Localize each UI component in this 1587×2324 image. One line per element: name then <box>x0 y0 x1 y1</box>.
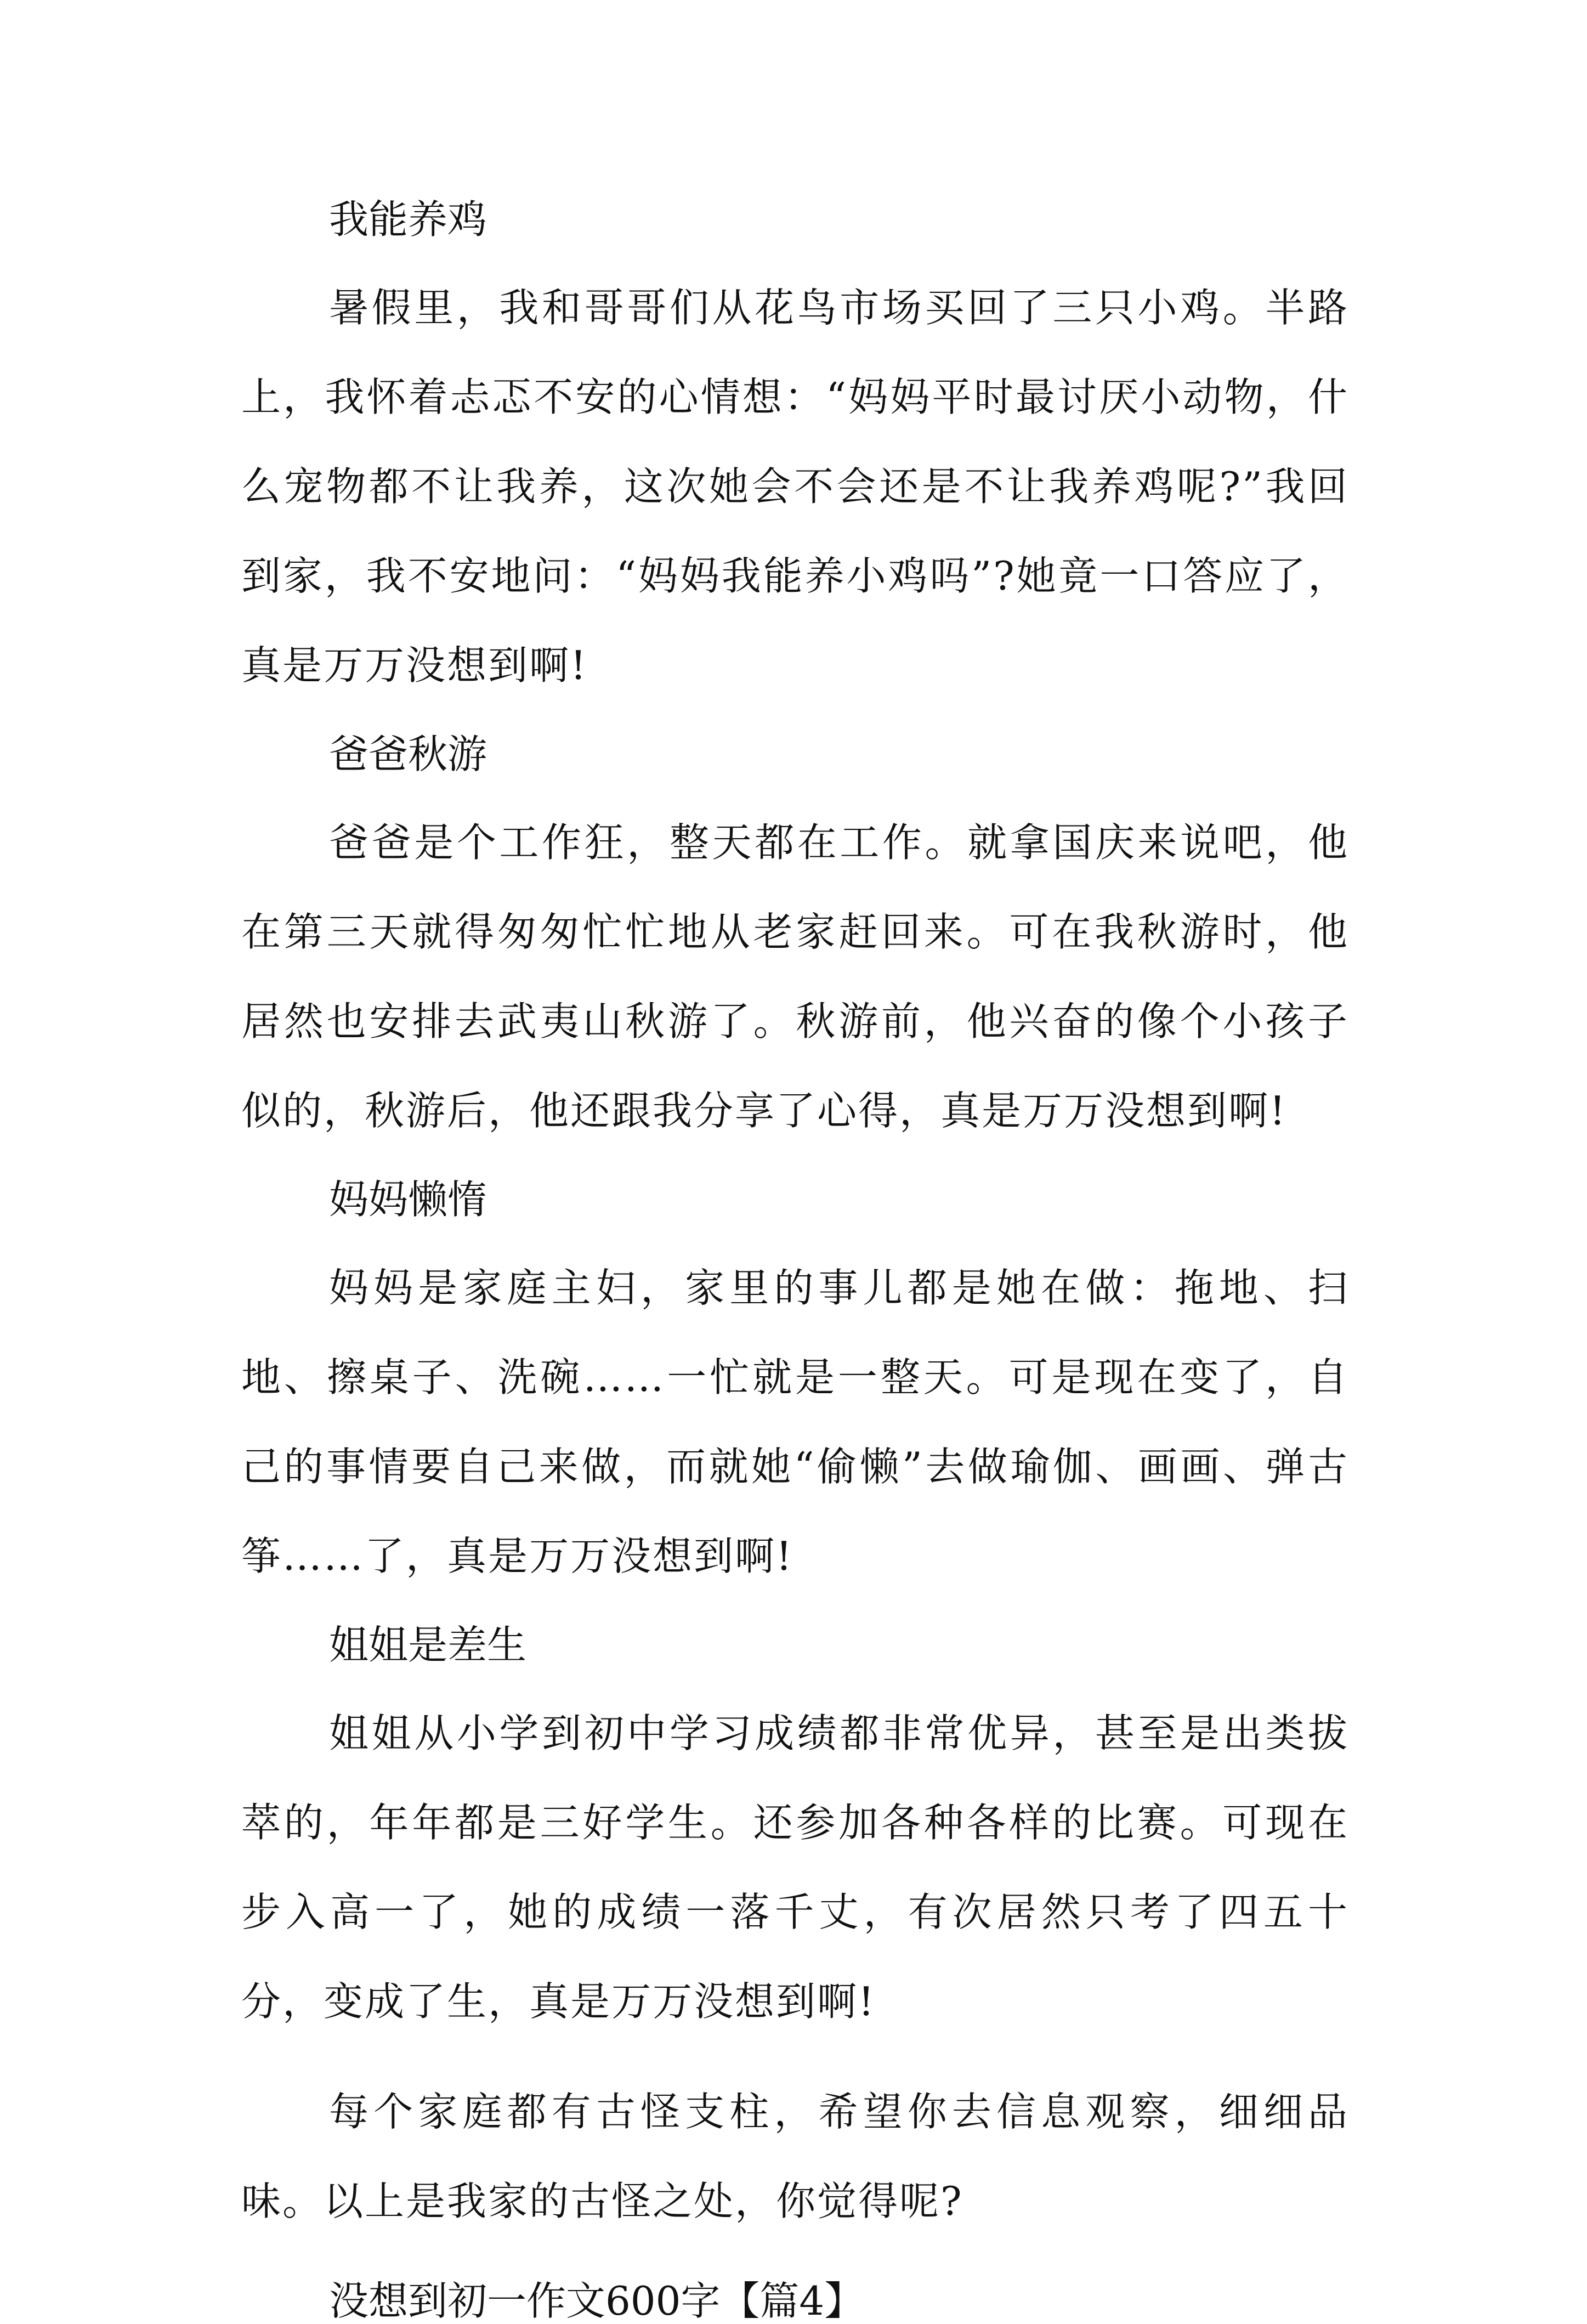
document-page <box>241 197 1349 2323</box>
section-paragraph: 姐姐从小学到初中学习成绩都非常优异，甚至是出类拔萃的，年年都是三好学生。还参加各种各样的比赛。可现在步入高一了，她的成绩一落千丈，有次居然只考了四五十分，变成了生，真是万万没想到啊! <box>241 1710 1349 2025</box>
section-heading: 爸爸秋游 <box>329 731 488 777</box>
section-heading: 姐姐是差生 <box>329 1622 527 1668</box>
section-paragraph: 暑假里，我和哥哥们从花鸟市场买回了三只小鸡。半路上，我怀着忐忑不安的心情想：“妈妈平时最讨厌小动物，什么宠物都不让我养，这次她会不会还是不让我养鸡呢?”我回到家，我不安地问：“妈妈我能养小鸡吗”?她竟一口答应了，真是万万没想到啊! <box>241 285 1349 688</box>
section-heading: 妈妈懒惰 <box>329 1177 488 1223</box>
section-paragraph: 妈妈是家庭主妇，家里的事儿都是她在做：拖地、扫地、擦桌子、洗碗……一忙就是一整天。可是现在变了，自己的事情要自己来做，而就她“偷懒”去做瑜伽、画画、弹古筝……了，真是万万没想到啊! <box>241 1265 1349 1579</box>
next-essay-title: 没想到初一作文600字【篇4】 <box>329 2278 864 2324</box>
section-paragraph: 爸爸是个工作狂，整天都在工作。就拿国庆来说吧，他在第三天就得匆匆忙忙地从老家赶回来。可在我秋游时，他居然也安排去武夷山秋游了。秋游前，他兴奋的像个小孩子似的，秋游后，他还跟我分享了心得，真是万万没想到啊! <box>241 819 1349 1134</box>
closing-paragraph: 每个家庭都有古怪支柱，希望你去信息观察，细细品味。以上是我家的古怪之处，你觉得呢? <box>241 2089 1349 2224</box>
section-heading: 我能养鸡 <box>329 196 488 242</box>
